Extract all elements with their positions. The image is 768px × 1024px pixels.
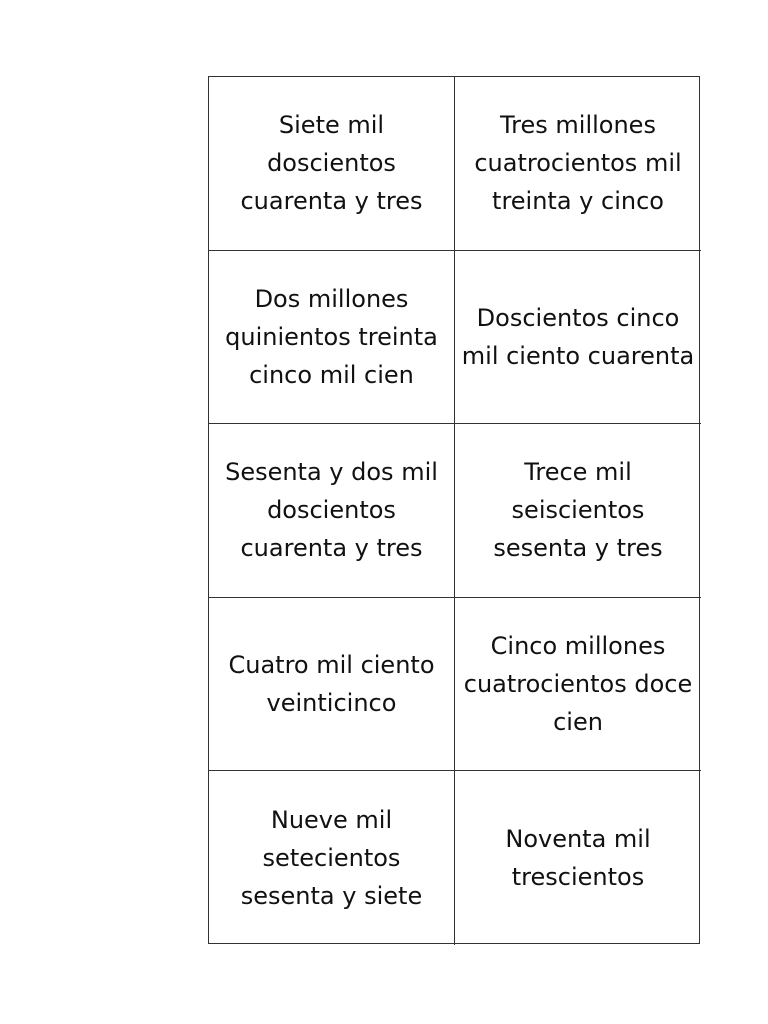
card-text: Cinco millones cuatrocientos doce cien — [463, 632, 693, 737]
card-text: Trece mil seiscientos sesenta y tres — [493, 458, 663, 563]
number-card — [455, 771, 701, 945]
card-text: Tres millones cuatrocientos mil treinta y cinco — [474, 111, 682, 216]
number-card — [455, 424, 701, 598]
card-text: Sesenta y dos mil doscientos cuarenta y tres — [225, 458, 438, 563]
number-card — [209, 424, 455, 598]
number-card-grid — [208, 76, 700, 944]
card-text: Dos millones quinientos treinta cinco mil cien — [225, 284, 438, 389]
number-card — [209, 598, 455, 772]
card-text: Nueve mil setecientos sesenta y siete — [240, 806, 423, 911]
number-card — [455, 77, 701, 251]
card-text: Doscientos cinco mil ciento cuarenta — [461, 303, 695, 370]
number-card — [455, 598, 701, 772]
card-text: Cuatro mil ciento veinticinco — [228, 651, 435, 718]
number-card — [209, 77, 455, 251]
number-card — [209, 251, 455, 425]
card-text: Noventa mil trescientos — [505, 825, 651, 892]
number-card — [455, 251, 701, 425]
number-card — [209, 771, 455, 945]
card-text: Siete mil doscientos cuarenta y tres — [240, 111, 423, 216]
